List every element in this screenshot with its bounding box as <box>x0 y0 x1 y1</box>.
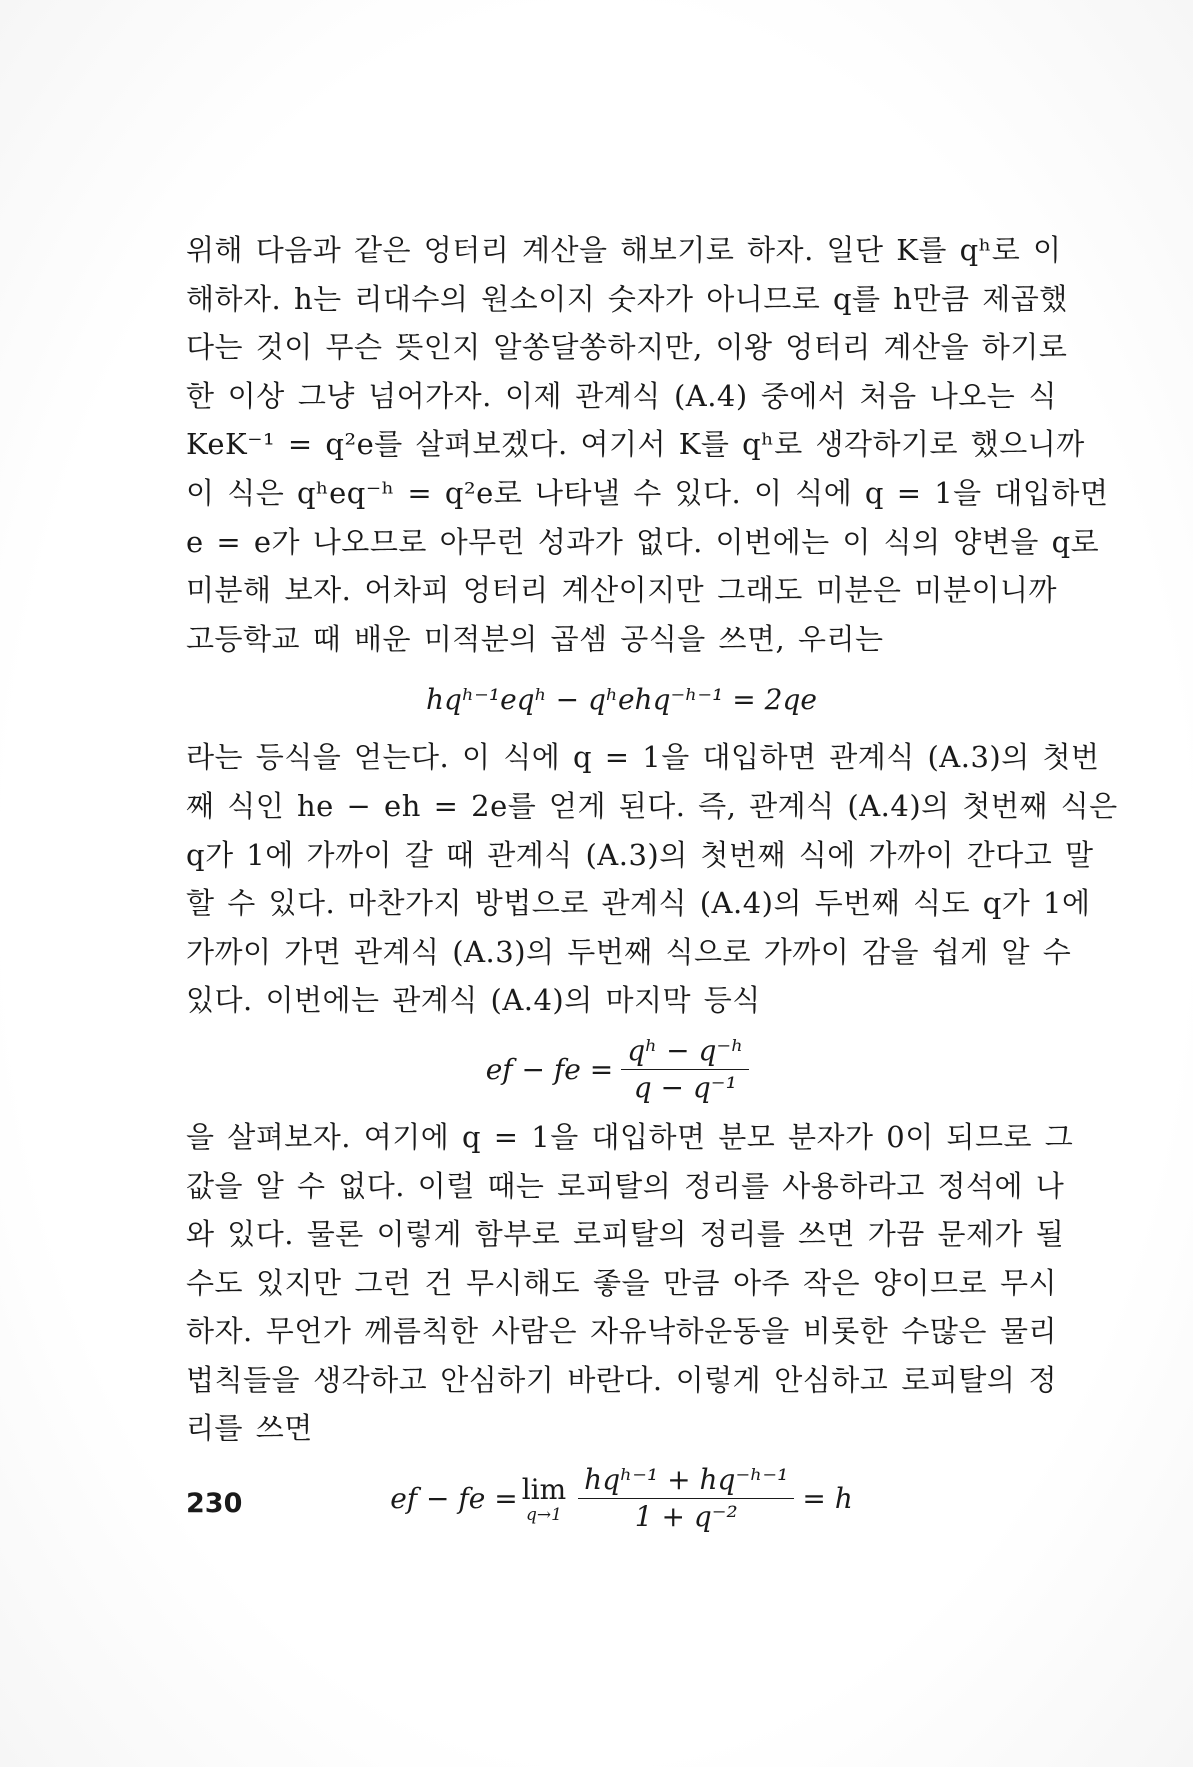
text-line: 값을 알 수 없다. 이럴 때는 로피탈의 정리를 사용하라고 정석에 나 <box>186 1168 1065 1203</box>
text-line: 이 식은 qʰeq⁻ʰ = q²e로 나타낼 수 있다. 이 식에 q = 1을 대입하면 <box>186 475 1109 510</box>
text-line: 수도 있지만 그런 건 무시해도 좋을 만큼 아주 작은 양이므로 무시 <box>186 1265 1057 1300</box>
fraction-numerator: hqʰ⁻¹ + hq⁻ʰ⁻¹ <box>578 1464 794 1499</box>
equation-limit <box>186 1457 1057 1539</box>
fraction <box>621 1035 749 1104</box>
text-line: 위해 다음과 같은 엉터리 계산을 해보기로 하자. 일단 K를 qʰ로 이 <box>186 233 1062 267</box>
text-block <box>186 226 1118 1541</box>
text-line: 와 있다. 물론 이렇게 함부로 로피탈의 정리를 쓰면 가끔 문제가 될 <box>186 1217 1065 1252</box>
text-line: 하자. 무언가 께름칙한 사람은 자유낙하운동을 비롯한 수많은 물리 <box>186 1314 1057 1349</box>
text-line: 가까이 가면 관계식 (A.3)의 두번째 식으로 가까이 감을 쉽게 알 수 <box>186 934 1072 969</box>
text-line: 리를 쓰면 <box>186 1411 313 1446</box>
text-line: 있다. 이번에는 관계식 (A.4)의 마지막 등식 <box>186 983 761 1018</box>
text-line: 을 살펴보자. 여기에 q = 1을 대입하면 분모 분자가 0이 되므로 그 <box>186 1119 1074 1154</box>
paragraph-1 <box>186 226 1109 663</box>
text-line: 법칙들을 생각하고 안심하기 바란다. 이렇게 안심하고 로피탈의 정 <box>186 1362 1057 1397</box>
limit-operator <box>522 1473 566 1524</box>
text-line: 다는 것이 무슨 뜻인지 알쏭달쏭하지만, 이왕 엉터리 계산을 하기로 <box>186 330 1068 365</box>
paragraph-3 <box>186 1113 1074 1453</box>
fraction-denominator: 1 + q⁻² <box>634 1499 738 1533</box>
text-line: KeK⁻¹ = q²e를 살펴보겠다. 여기서 K를 qʰ로 생각하기로 했으니까 <box>186 427 1085 462</box>
text-line: q가 1에 가까이 갈 때 관계식 (A.3)의 첫번째 식에 가까이 간다고 말 <box>186 837 1094 872</box>
equation-lhs: ef − fe = <box>485 1053 614 1087</box>
paragraph-2 <box>186 733 1118 1025</box>
text-line: 째 식인 he − eh = 2e를 얻게 된다. 즉, 관계식 (A.4)의 첫번째 식은 <box>186 788 1118 823</box>
fraction-numerator: qʰ − q⁻ʰ <box>621 1035 749 1070</box>
text-line: e = e가 나오므로 아무런 성과가 없다. 이번에는 이 식의 양변을 q로 <box>186 524 1100 559</box>
text-line: 한 이상 그냥 넘어가자. 이제 관계식 (A.4) 중에서 처음 나오는 식 <box>186 378 1057 413</box>
page-number: 230 <box>186 1488 243 1519</box>
limit-subscript: q→1 <box>525 1504 562 1525</box>
limit-label: lim <box>521 1472 567 1506</box>
equation-derivative: hqʰ⁻¹eqʰ − qʰehq⁻ʰ⁻¹ = 2qe <box>426 683 817 717</box>
fraction-denominator: q − q⁻¹ <box>633 1071 737 1105</box>
equation-lhs: ef − fe = <box>390 1481 518 1515</box>
text-line: 라는 등식을 얻는다. 이 식에 q = 1을 대입하면 관계식 (A.3)의 첫번 <box>186 740 1100 775</box>
text-line: 할 수 있다. 마찬가지 방법으로 관계식 (A.4)의 두번째 식도 q가 1에 <box>186 886 1091 921</box>
fraction <box>578 1464 794 1533</box>
equation-fraction <box>186 1029 1057 1111</box>
text-line: 해하자. h는 리대수의 원소이지 숫자가 아니므로 q를 h만큼 제곱했 <box>186 281 1068 316</box>
text-line: 미분해 보자. 어차피 엉터리 계산이지만 그래도 미분은 미분이니까 <box>186 573 1057 608</box>
equation-rhs: = h <box>802 1481 853 1515</box>
text-line: 고등학교 때 배운 미적분의 곱셈 공식을 쓰면, 우리는 <box>186 621 884 656</box>
